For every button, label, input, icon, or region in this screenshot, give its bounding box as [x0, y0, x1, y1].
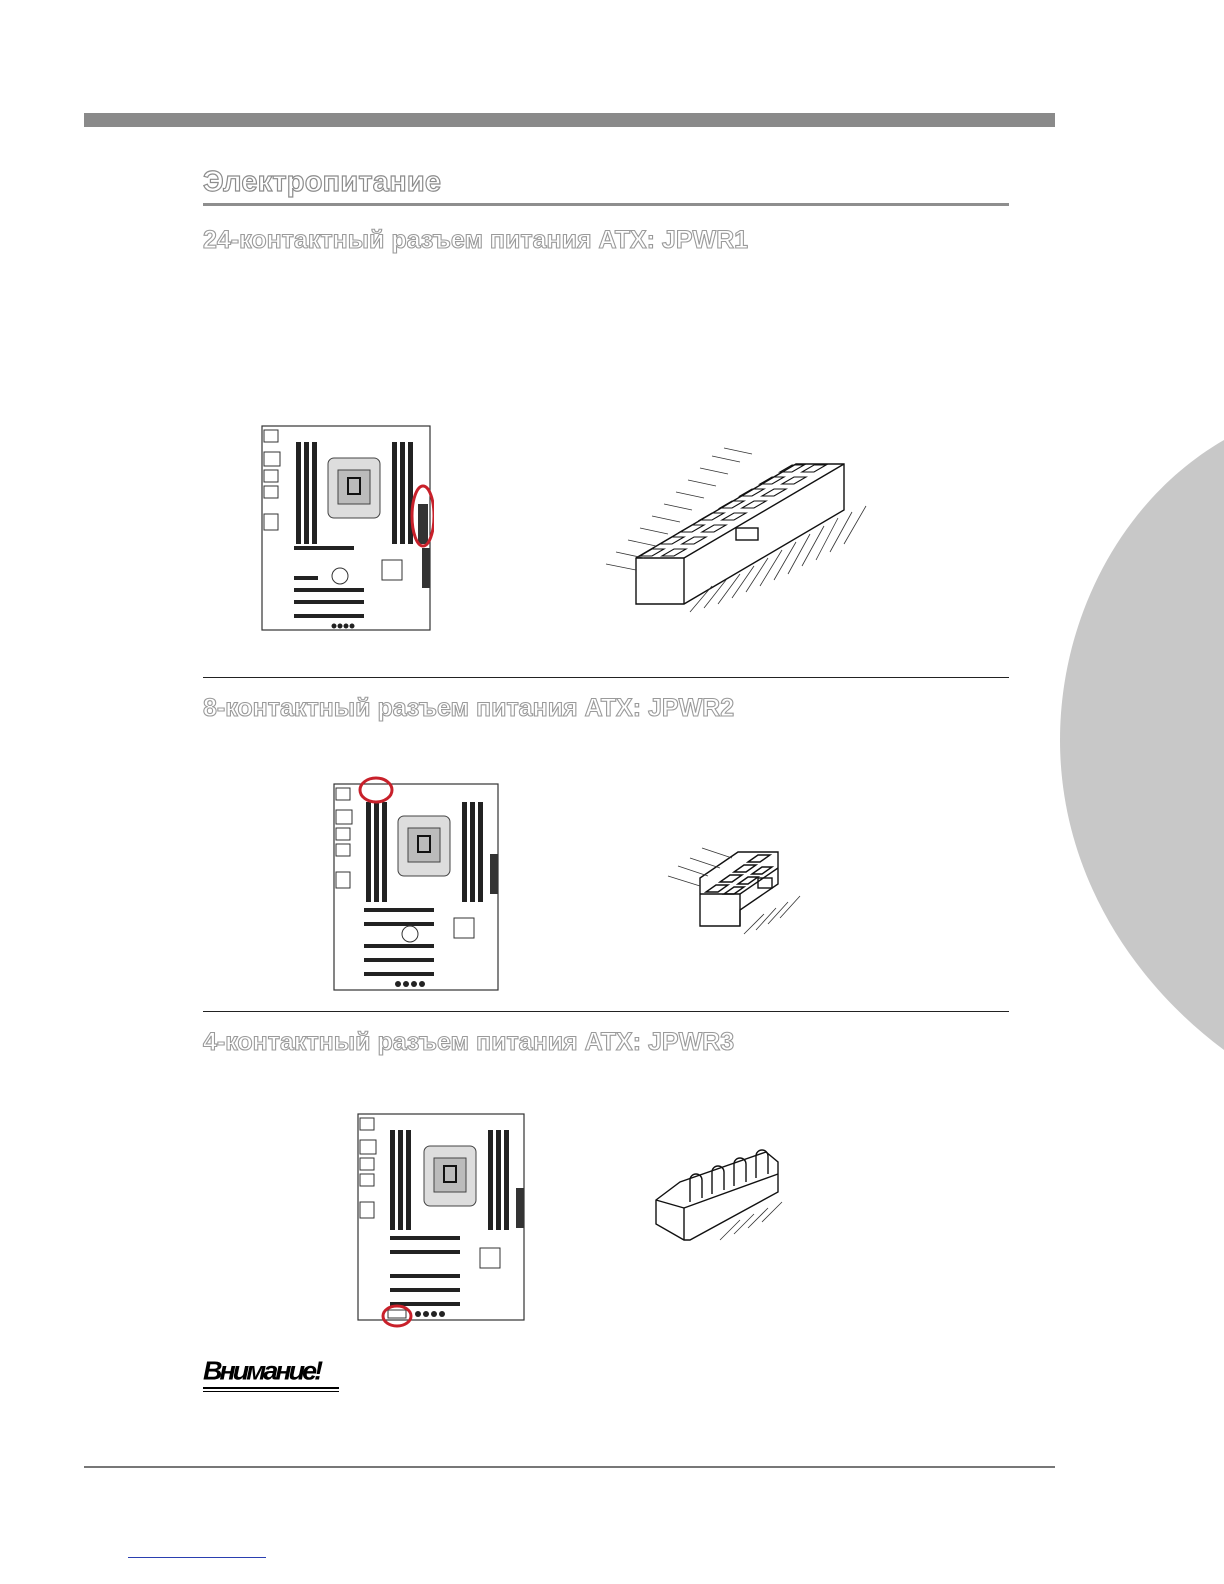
motherboard-jpwr2-diagram [330, 774, 504, 994]
jpwr1-heading: 24-контактный разъем питания ATX: JPWR1 [203, 226, 749, 254]
atx-4pin-connector-diagram [650, 1140, 800, 1250]
section-divider [203, 677, 1009, 678]
motherboard-jpwr3-diagram [354, 1108, 530, 1328]
section-title: Электропитание [203, 166, 442, 198]
notice-underline [203, 1387, 339, 1389]
motherboard-jpwr1-diagram [258, 424, 434, 634]
header-bar [84, 113, 1055, 127]
atx-24pin-connector-diagram [600, 446, 880, 616]
chapter-side-tab [1060, 440, 1224, 1050]
atx-8pin-connector-diagram [664, 838, 824, 938]
footer-divider [84, 1466, 1055, 1468]
footer-link-underline [128, 1557, 266, 1558]
section-divider [203, 1011, 1009, 1012]
jpwr2-heading: 8-контактный разъем питания ATX: JPWR2 [203, 694, 735, 722]
notice-label: Внимание! [203, 1356, 321, 1386]
section-title-underline [203, 203, 1009, 206]
notice-underline-thin [203, 1391, 339, 1392]
jpwr3-heading: 4-контактный разъем питания ATX: JPWR3 [203, 1028, 735, 1056]
